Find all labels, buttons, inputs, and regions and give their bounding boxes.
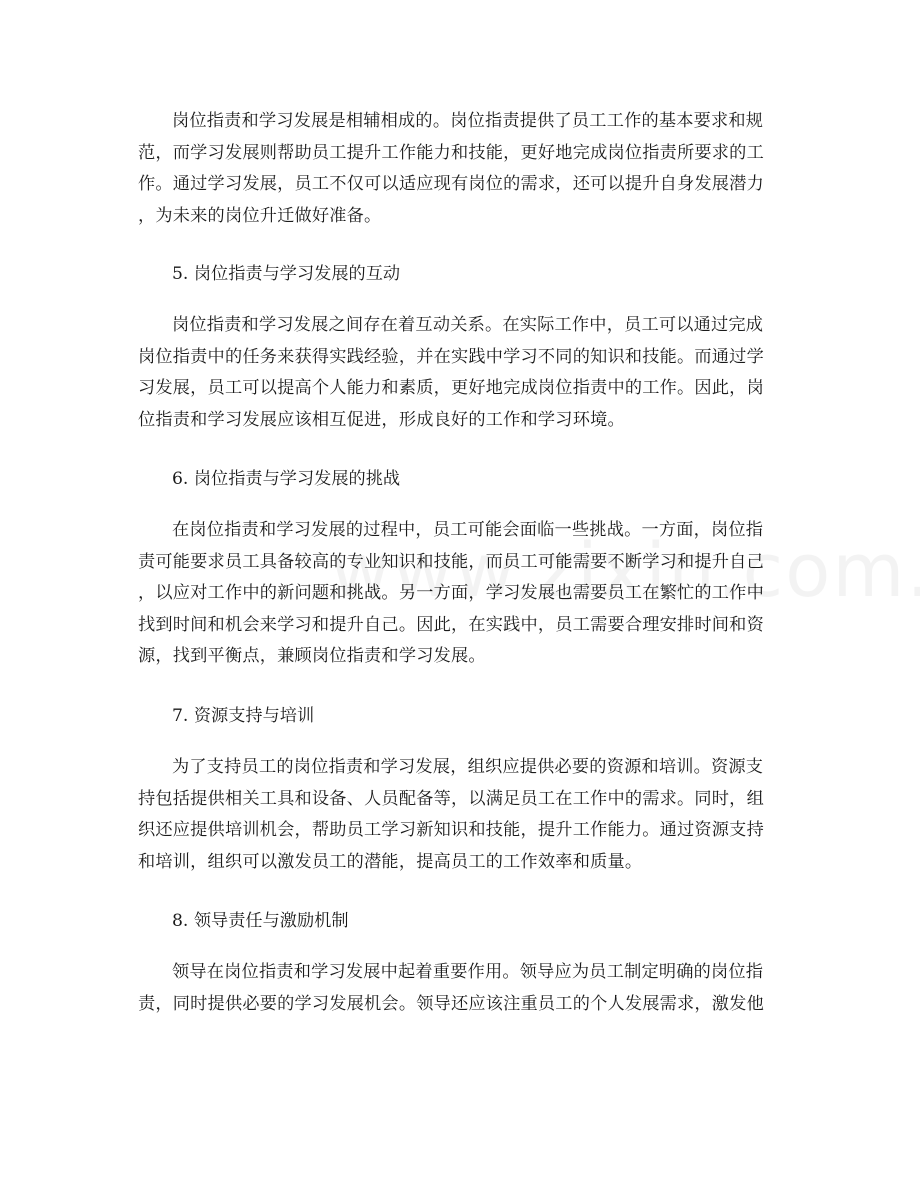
paragraph-line: 和培训，组织可以激发员工的潜能，提高员工的工作效率和质量。 bbox=[138, 851, 643, 872]
paragraph-line: 习发展，员工可以提高个人能力和素质，更好地完成岗位指责中的工作。因此，岗 bbox=[138, 378, 764, 398]
paragraph-line: 岗位指责和学习发展之间存在着互动关系。在实际工作中，员工可以通过完成 bbox=[172, 315, 764, 335]
section-heading-6: 6. 岗位指责与学习发展的挑战 bbox=[172, 469, 401, 489]
paragraph-line: 范，而学习发展则帮助员工提升工作能力和技能，更好地完成岗位指责所要求的工 bbox=[138, 142, 764, 163]
paragraph-line: 责，同时提供必要的学习发展机会。领导还应该注重员工的个人发展需求，激发他 bbox=[138, 993, 764, 1014]
section-heading-5: 5. 岗位指责与学习发展的互动 bbox=[172, 264, 401, 284]
paragraph-line: 在岗位指责和学习发展的过程中，员工可能会面临一些挑战。一方面，岗位指 bbox=[172, 520, 764, 540]
section-heading-8: 8. 领导责任与激励机制 bbox=[172, 911, 349, 931]
paragraph-leadership bbox=[138, 957, 788, 1020]
paragraph-interaction bbox=[138, 310, 788, 436]
paragraph-line: ，以应对工作中的新问题和挑战。另一方面，学习发展也需要员工在繁忙的工作中 bbox=[138, 583, 764, 603]
paragraph-line: 领导在岗位指责和学习发展中起着重要作用。领导应为员工制定明确的岗位指 bbox=[172, 962, 764, 982]
paragraph-line: 责可能要求员工具备较高的专业知识和技能，而员工可能需要不断学习和提升自己 bbox=[138, 551, 764, 572]
paragraph-line: 岗位指责和学习发展是相辅相成的。岗位指责提供了员工工作的基本要求和规 bbox=[172, 111, 764, 131]
paragraph-line: 岗位指责中的任务来获得实践经验，并在实践中学习不同的知识和技能。而通过学 bbox=[138, 346, 764, 367]
section-heading-7: 7. 资源支持与培训 bbox=[172, 706, 315, 726]
paragraph-line: 作。通过学习发展，员工不仅可以适应现有岗位的需求，还可以提升自身发展潜力 bbox=[138, 174, 764, 194]
paragraph-role-and-learning bbox=[138, 106, 788, 232]
paragraph-line: 位指责和学习发展应该相互促进，形成良好的工作和学习环境。 bbox=[138, 409, 625, 430]
paragraph-line: 源，找到平衡点，兼顾岗位指责和学习发展。 bbox=[138, 646, 486, 666]
paragraph-line: 为了支持员工的岗位指责和学习发展，组织应提供必要的资源和培训。资源支 bbox=[172, 757, 764, 777]
paragraph-line: 持包括提供相关工具和设备、人员配备等，以满足员工在工作中的需求。同时，组 bbox=[138, 788, 764, 809]
paragraph-challenges bbox=[138, 515, 788, 673]
paragraph-resources-training bbox=[138, 752, 788, 878]
paragraph-line: ，为未来的岗位升迁做好准备。 bbox=[138, 205, 382, 226]
paragraph-line: 找到时间和机会来学习和提升自己。因此，在实践中，员工需要合理安排时间和资 bbox=[138, 614, 764, 635]
paragraph-line: 织还应提供培训机会，帮助员工学习新知识和技能，提升工作能力。通过资源支持 bbox=[138, 820, 764, 840]
